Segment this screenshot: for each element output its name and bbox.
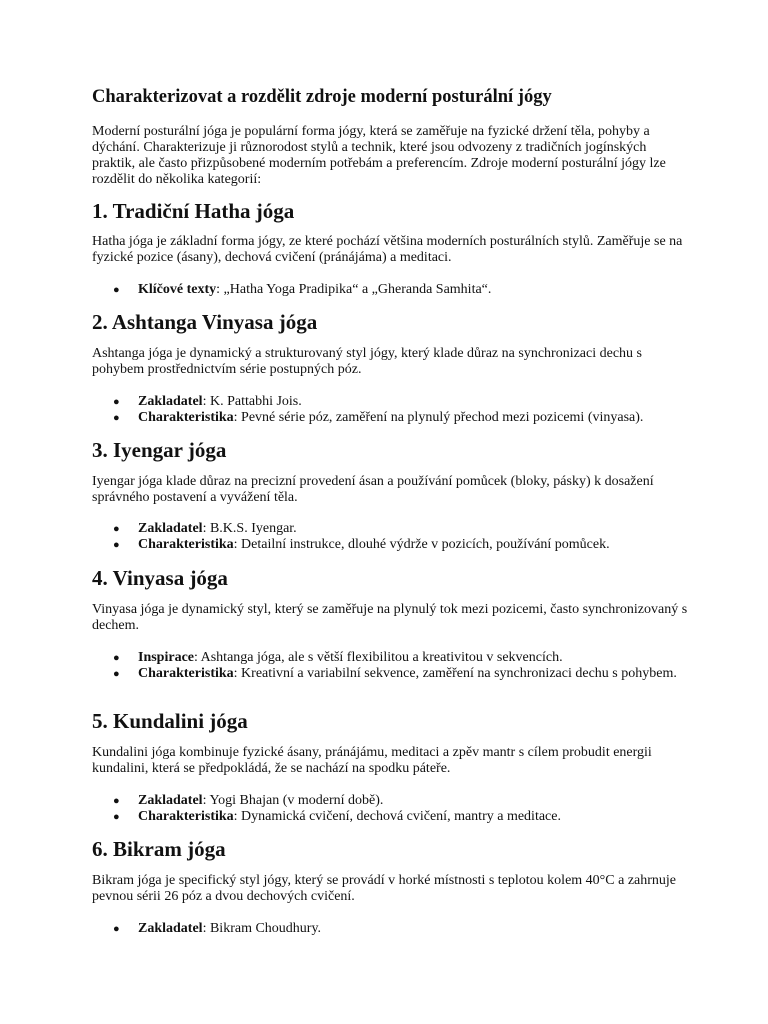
list-item-desc: : Detailní instrukce, dlouhé výdrže v pozicích, používání pomůcek. [233,537,610,552]
bullet-icon [113,537,120,553]
list-item-term: Zakladatel [138,521,203,536]
list-item-desc: : Ashtanga jóga, ale s větší flexibilitou a kreativitou v sekvencích. [194,650,563,665]
list-item-term: Charakteristika [138,809,234,824]
list-item [92,394,692,410]
bullet-icon [113,282,120,298]
bullet-icon [113,650,120,666]
list-item [92,410,692,426]
section-text-iyengar: Iyengar jóga klade důraz na precizní provedení ásan a používání pomůcek (bloky, pásky) k dosažení správného postavení a vyvážení těla. [92,474,654,505]
section-heading-kundalini: 5. Kundalini jóga [92,709,248,733]
section-heading-vinyasa: 4. Vinyasa jóga [92,566,228,590]
section-text-vinyasa: Vinyasa jóga je dynamický styl, který se zaměřuje na plynulý tok mezi pozicemi, často synchronizovaný s dechem. [92,602,688,633]
list-item-desc: : Bikram Choudhury. [202,921,322,936]
list-item [92,282,692,298]
list-item-term: Zakladatel [138,394,203,409]
section-heading-ashtanga: 2. Ashtanga Vinyasa jóga [92,310,318,334]
list-item-desc: : Yogi Bhajan (v moderní době). [202,793,384,808]
bullet-icon [113,394,120,410]
list-item-term: Charakteristika [138,537,234,552]
list-item-term: Charakteristika [138,410,234,425]
bullet-icon [113,521,120,537]
list-item-term: Zakladatel [138,793,203,808]
list-item [92,666,692,682]
document-title: Charakterizovat a rozdělit zdroje moderní posturální jógy [92,87,552,107]
list-item-desc: : Pevné série póz, zaměření na plynulý přechod mezi pozicemi (vinyasa). [233,410,644,425]
section-list-vinyasa [92,650,692,682]
section-heading-bikram: 6. Bikram jóga [92,837,226,861]
section-list-kundalini [92,793,692,825]
bullet-icon [113,921,120,937]
list-item-term: Zakladatel [138,921,203,936]
section-text-ashtanga: Ashtanga jóga je dynamický a strukturovaný styl jógy, který klade důraz na synchronizaci dechu s pohybem prostřednictvím série postupných póz. [92,346,642,377]
list-item-desc: : Dynamická cvičení, dechová cvičení, mantry a meditace. [233,809,561,824]
list-item [92,521,692,537]
list-item [92,921,692,937]
intro-paragraph: Moderní posturální jóga je populární forma jógy, která se zaměřuje na fyzické držení těla, pohyby a dýchání. Charakterizuje ji různorodost stylů a technik, které jsou odvozeny z tradičních jogínských praktik, ale často přizpůsobené moderním potřebám a preferencím. Zdroje moderní posturální jógy lze rozdělit do několika kategorií: [92,124,666,187]
list-item-desc: : Kreativní a variabilní sekvence, zaměření na synchronizaci dechu s pohybem. [233,666,677,681]
list-item [92,809,692,825]
section-list-bikram [92,921,692,937]
section-text-bikram: Bikram jóga je specifický styl jógy, který se provádí v horké místnosti s teplotou kolem 40°C a zahrnuje pevnou sérii 26 póz a dvou dechových cvičení. [92,873,677,904]
list-item-term: Klíčové texty [138,282,217,297]
list-item [92,537,692,553]
section-text-hatha: Hatha jóga je základní forma jógy, ze které pochází většina moderních posturálních stylů. Zaměřuje se na fyzické pozice (ásany), dechová cvičení (pránájáma) a meditaci. [92,234,683,265]
list-item-desc: : „Hatha Yoga Pradipika“ a „Gheranda Samhita“. [216,282,492,297]
bullet-icon [113,410,120,426]
list-item-term: Charakteristika [138,666,234,681]
section-text-kundalini: Kundalini jóga kombinuje fyzické ásany, pránájámu, meditaci a zpěv mantr s cílem probudit energii kundalini, která se předpokládá, že se nachází na spodku páteře. [92,745,652,776]
list-item [92,650,692,666]
bullet-icon [113,666,120,682]
section-heading-hatha: 1. Tradiční Hatha jóga [92,199,295,223]
list-item-desc: : K. Pattabhi Jois. [202,394,302,409]
list-item-desc: : B.K.S. Iyengar. [202,521,297,536]
section-list-hatha [92,282,692,298]
bullet-icon [113,793,120,809]
section-list-ashtanga [92,394,692,426]
bullet-icon [113,809,120,825]
section-list-iyengar [92,521,692,553]
section-heading-iyengar: 3. Iyengar jóga [92,438,227,462]
list-item-term: Inspirace [138,650,194,665]
list-item [92,793,692,809]
